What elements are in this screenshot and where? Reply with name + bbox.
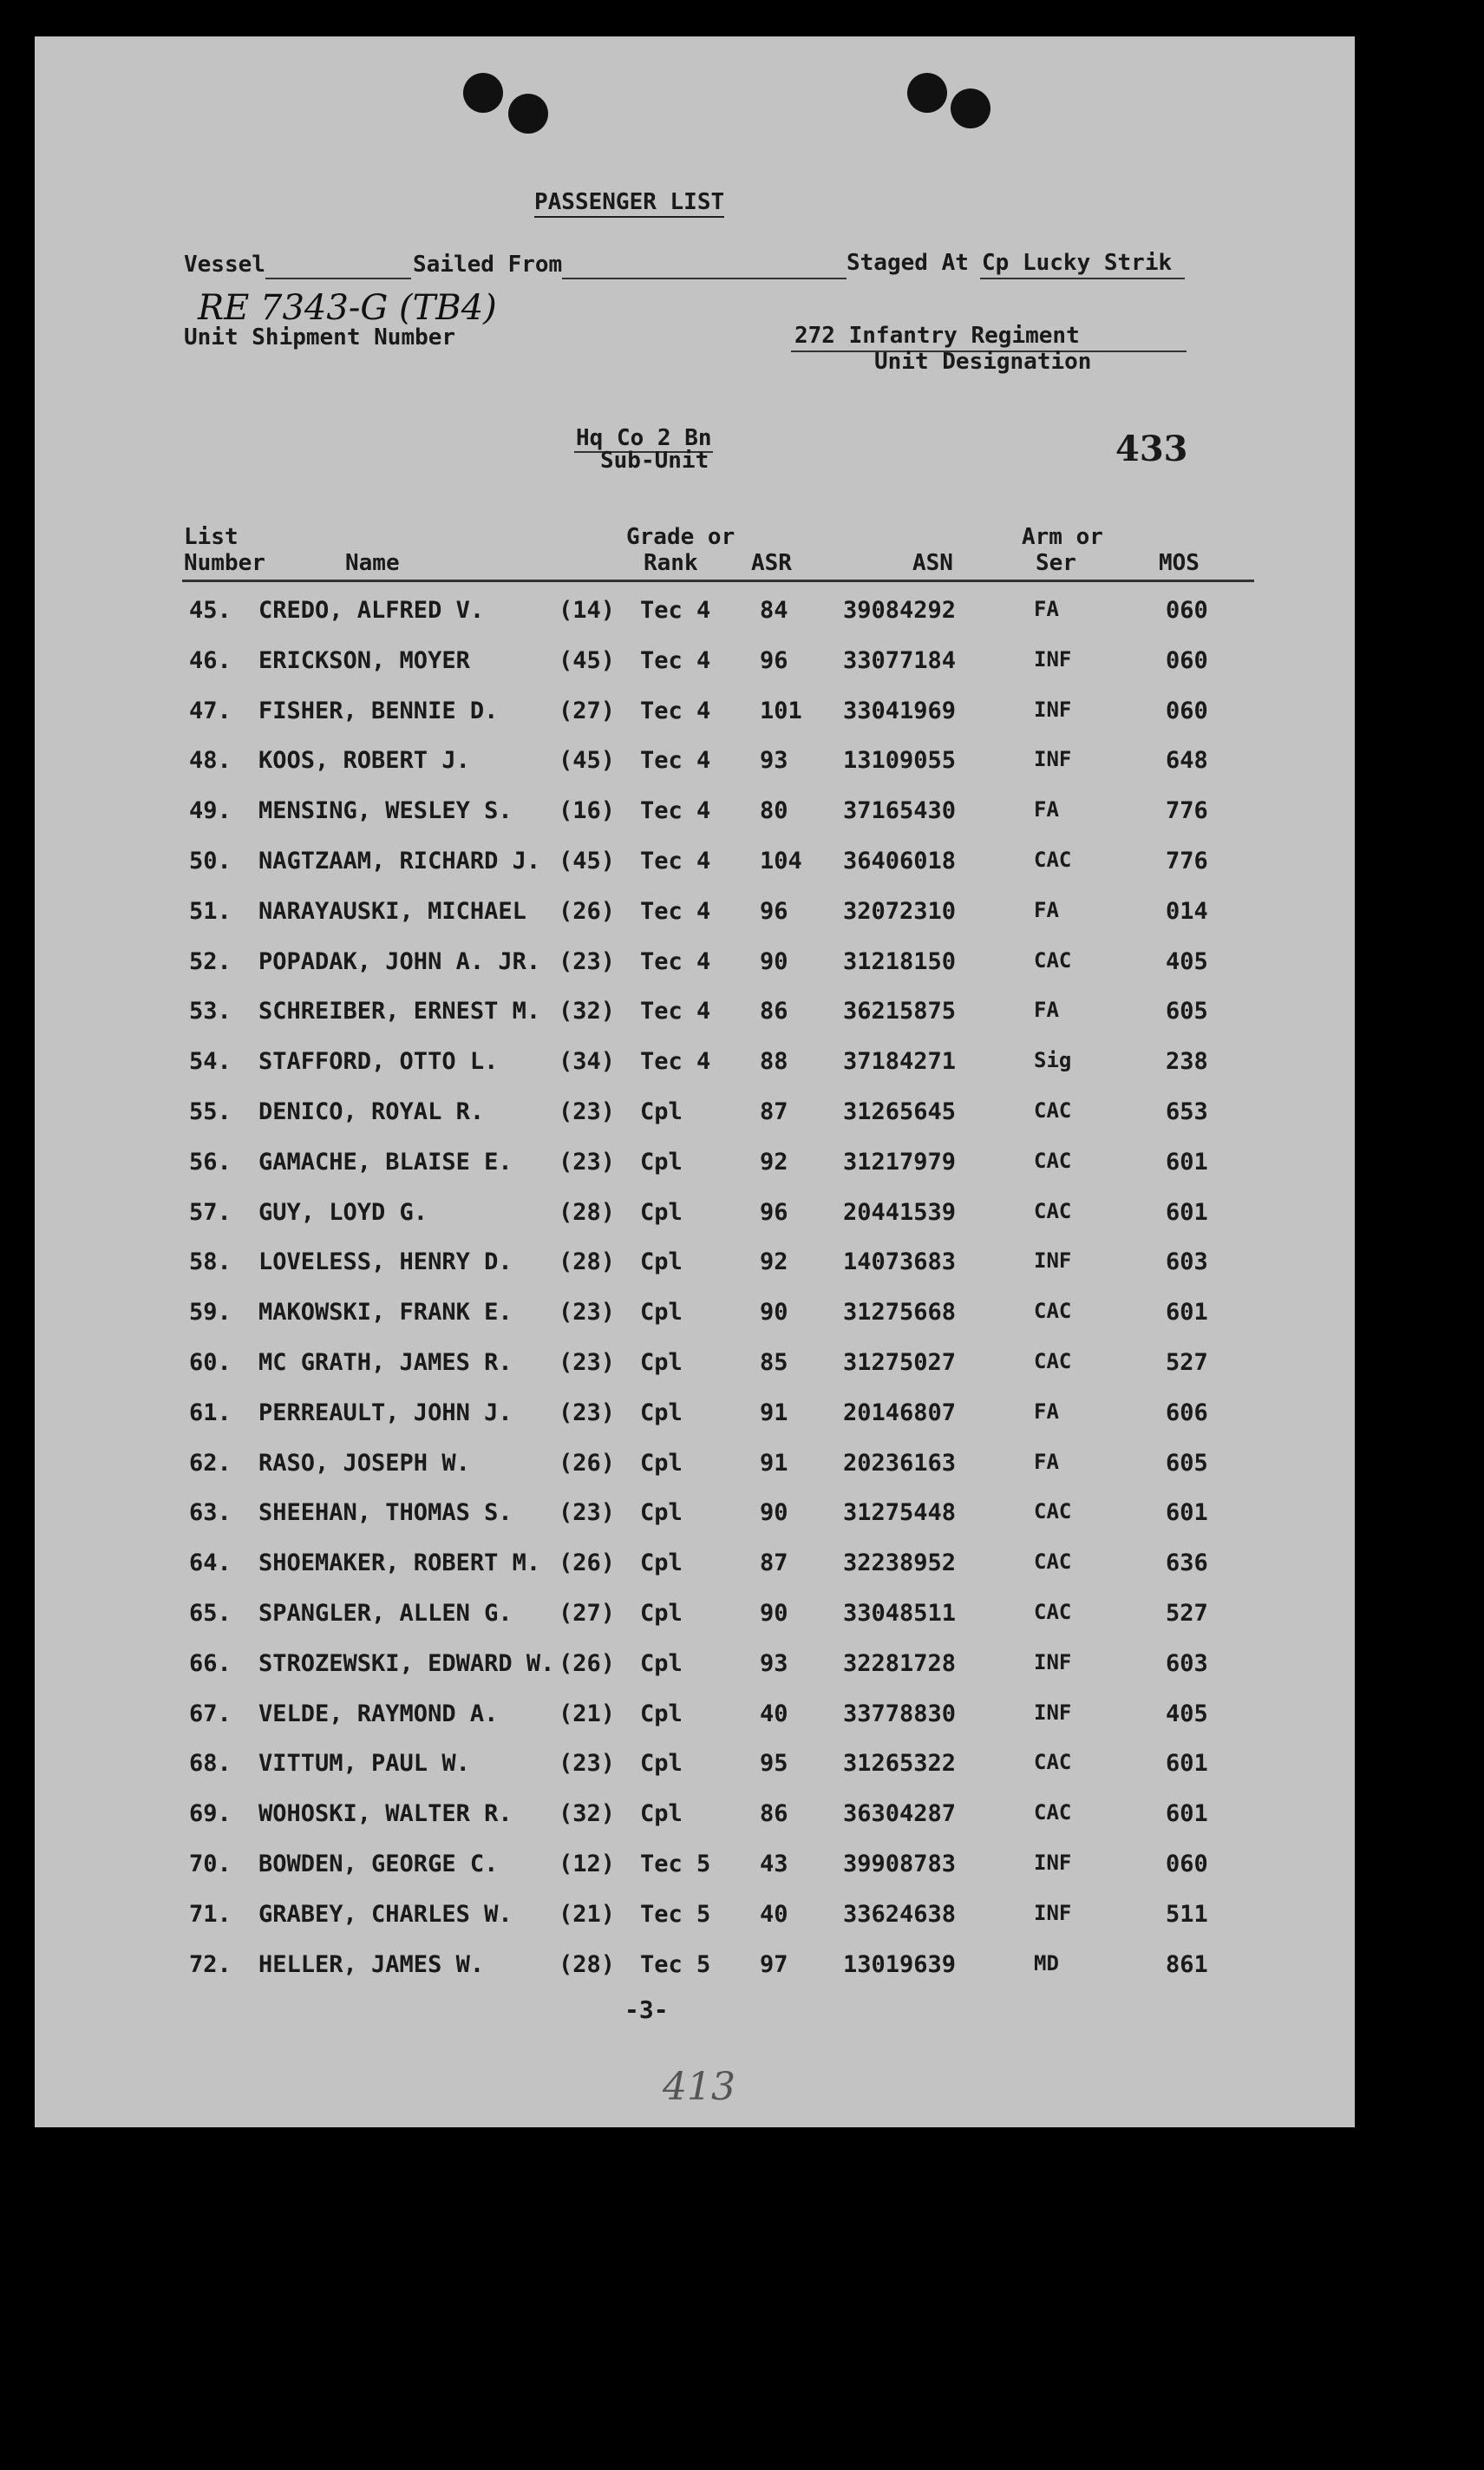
passenger-name: LOVELESS, HENRY D. [258, 1248, 513, 1276]
table-row [0, 1499, 1484, 1549]
asn: 36406018 [843, 848, 957, 875]
table-row [0, 1450, 1484, 1500]
arm-service: CAC [1034, 1299, 1072, 1324]
passenger-name: CREDO, ALFRED V. [258, 597, 485, 624]
col-name: Name [345, 550, 400, 576]
asr: 96 [760, 897, 788, 925]
grade: Cpl [640, 1248, 683, 1276]
asr: 90 [760, 1600, 788, 1627]
list-number: 71. [189, 1900, 232, 1928]
code: (45) [559, 848, 616, 875]
page-number: -3- [624, 1995, 669, 2024]
code: (26) [559, 1549, 616, 1577]
arm-service: INF [1034, 1700, 1072, 1725]
grade: Cpl [640, 1600, 683, 1627]
passenger-name: GRABEY, CHARLES W. [258, 1900, 513, 1928]
code: (27) [559, 1600, 616, 1627]
grade: Tec 5 [640, 1950, 711, 1978]
arm-service: CAC [1034, 1750, 1072, 1775]
grade: Cpl [640, 1449, 683, 1477]
shipment-number-label: Unit Shipment Number [184, 324, 456, 351]
mos: 776 [1166, 797, 1208, 825]
asn: 32072310 [843, 897, 957, 925]
passenger-name: STAFFORD, OTTO L. [258, 1048, 499, 1076]
grade: Cpl [640, 1299, 683, 1327]
list-number: 47. [189, 697, 232, 724]
arm-service: CAC [1034, 1148, 1072, 1173]
asn: 31265322 [843, 1750, 957, 1778]
mos: 605 [1166, 1449, 1208, 1477]
passenger-name: MENSING, WESLEY S. [258, 797, 513, 825]
mos: 636 [1166, 1549, 1208, 1577]
passenger-name: FISHER, BENNIE D. [258, 697, 499, 724]
table-row [0, 1399, 1484, 1450]
grade: Cpl [640, 1399, 683, 1426]
table-row [0, 747, 1484, 797]
asr: 88 [760, 1048, 788, 1076]
list-number: 60. [189, 1349, 232, 1376]
grade: Cpl [640, 1750, 683, 1778]
asr: 40 [760, 1900, 788, 1928]
asn: 20441539 [843, 1198, 957, 1226]
asn: 14073683 [843, 1248, 957, 1276]
asr: 101 [760, 697, 802, 724]
mos: 405 [1166, 1700, 1208, 1727]
table-row [0, 1800, 1484, 1851]
asr: 87 [760, 1098, 788, 1125]
table-row [0, 1149, 1484, 1199]
asn: 33041969 [843, 697, 957, 724]
grade: Cpl [640, 1198, 683, 1226]
table-row [0, 1851, 1484, 1901]
unit-designation-label: Unit Designation [874, 349, 1092, 375]
code: (28) [559, 1198, 616, 1226]
table-row [0, 848, 1484, 898]
table-row [0, 1951, 1484, 2002]
passenger-name: VITTUM, PAUL W. [258, 1750, 470, 1778]
asn: 32281728 [843, 1649, 957, 1677]
list-number: 56. [189, 1148, 232, 1176]
arm-service: INF [1034, 1851, 1072, 1875]
asr: 86 [760, 998, 788, 1025]
sub-unit-value: Hq Co 2 Bn [576, 425, 712, 451]
col-arm-line2: Ser [1036, 550, 1076, 576]
table-row [0, 1901, 1484, 1951]
arm-service: FA [1034, 897, 1059, 922]
mos: 238 [1166, 1048, 1208, 1076]
sailed-from-blank [562, 278, 847, 279]
mos: 601 [1166, 1198, 1208, 1226]
grade: Cpl [640, 1549, 683, 1577]
grade: Cpl [640, 1499, 683, 1527]
asn: 33077184 [843, 646, 957, 674]
passenger-name: ERICKSON, MOYER [258, 646, 470, 674]
code: (26) [559, 1449, 616, 1477]
asr: 92 [760, 1248, 788, 1276]
col-list-number-line2: Number [184, 550, 265, 576]
page-corner [1339, 36, 1355, 57]
code: (23) [559, 1399, 616, 1426]
grade: Cpl [640, 1649, 683, 1677]
mos: 653 [1166, 1098, 1208, 1125]
passenger-name: VELDE, RAYMOND A. [258, 1700, 499, 1727]
table-row [0, 1700, 1484, 1751]
asn: 13019639 [843, 1950, 957, 1978]
col-mos: MOS [1159, 550, 1200, 576]
arm-service: CAC [1034, 848, 1072, 872]
list-number: 61. [189, 1399, 232, 1426]
col-list-number-line1: List [184, 524, 239, 550]
arm-service: MD [1034, 1950, 1059, 1975]
grade: Tec 4 [640, 947, 711, 975]
col-grade-line2: Rank [644, 550, 698, 576]
arm-service: INF [1034, 747, 1072, 772]
passenger-name: POPADAK, JOHN A. JR. [258, 947, 541, 975]
grade: Cpl [640, 1349, 683, 1376]
list-number: 59. [189, 1299, 232, 1327]
code: (21) [559, 1700, 616, 1727]
mos: 060 [1166, 646, 1208, 674]
grade: Cpl [640, 1800, 683, 1828]
mos: 601 [1166, 1148, 1208, 1176]
asr: 93 [760, 1649, 788, 1677]
asr: 85 [760, 1349, 788, 1376]
staged-at-line [980, 278, 1185, 279]
asn: 36215875 [843, 998, 957, 1025]
mos: 405 [1166, 947, 1208, 975]
asn: 31275027 [843, 1349, 957, 1376]
passenger-name: GAMACHE, BLAISE E. [258, 1148, 513, 1176]
arm-service: CAC [1034, 947, 1072, 973]
grade: Cpl [640, 1098, 683, 1125]
list-number: 64. [189, 1549, 232, 1577]
asn: 32238952 [843, 1549, 957, 1577]
passenger-name: SHEEHAN, THOMAS S. [258, 1499, 513, 1527]
list-number: 65. [189, 1600, 232, 1627]
mos: 511 [1166, 1900, 1208, 1928]
col-arm-line1: Arm or [1022, 524, 1103, 550]
mos: 060 [1166, 597, 1208, 624]
mos: 776 [1166, 848, 1208, 875]
asr: 96 [760, 1198, 788, 1226]
table-row [0, 797, 1484, 848]
list-number: 72. [189, 1950, 232, 1978]
asn: 20236163 [843, 1449, 957, 1477]
grade: Tec 5 [640, 1900, 711, 1928]
table-row [0, 647, 1484, 698]
asr: 80 [760, 797, 788, 825]
grade: Tec 4 [640, 1048, 711, 1076]
table-row [0, 1549, 1484, 1600]
table-row [0, 1199, 1484, 1249]
asr: 93 [760, 747, 788, 775]
passenger-name: DENICO, ROYAL R. [258, 1098, 485, 1125]
table-row [0, 1600, 1484, 1650]
code: (26) [559, 1649, 616, 1677]
grade: Tec 4 [640, 897, 711, 925]
code: (28) [559, 1950, 616, 1978]
passenger-name: SPANGLER, ALLEN G. [258, 1600, 513, 1627]
arm-service: INF [1034, 697, 1072, 722]
asr: 95 [760, 1750, 788, 1778]
col-asr: ASR [751, 550, 792, 576]
code: (34) [559, 1048, 616, 1076]
arm-service: Sig [1034, 1048, 1072, 1073]
shipment-number-value: RE 7343-G (TB4) [198, 288, 497, 328]
mos: 605 [1166, 998, 1208, 1025]
list-number: 58. [189, 1248, 232, 1276]
code: (45) [559, 747, 616, 775]
punch-hole [463, 73, 503, 113]
mos: 601 [1166, 1800, 1208, 1828]
punch-hole [907, 73, 947, 113]
vessel-blank [265, 278, 411, 279]
asn: 36304287 [843, 1800, 957, 1828]
list-number: 63. [189, 1499, 232, 1527]
arm-service: CAC [1034, 1800, 1072, 1825]
list-number: 69. [189, 1800, 232, 1828]
asr: 43 [760, 1851, 788, 1877]
col-asn: ASN [912, 550, 953, 576]
sub-unit-label: Sub-Unit [600, 448, 709, 474]
grade: Cpl [640, 1148, 683, 1176]
asr: 87 [760, 1549, 788, 1577]
code: (16) [559, 797, 616, 825]
asr: 84 [760, 597, 788, 624]
list-number: 49. [189, 797, 232, 825]
asn: 39908783 [843, 1851, 957, 1877]
arm-service: INF [1034, 1900, 1072, 1925]
list-number: 57. [189, 1198, 232, 1226]
arm-service: CAC [1034, 1549, 1072, 1575]
asn: 31217979 [843, 1148, 957, 1176]
passenger-name: KOOS, ROBERT J. [258, 747, 470, 775]
mos: 014 [1166, 897, 1208, 925]
list-number: 51. [189, 897, 232, 925]
arm-service: CAC [1034, 1198, 1072, 1223]
table-row [0, 1299, 1484, 1349]
passenger-name: MAKOWSKI, FRANK E. [258, 1299, 513, 1327]
arm-service: FA [1034, 597, 1059, 621]
code: (45) [559, 646, 616, 674]
grade: Cpl [640, 1700, 683, 1727]
sailed-from-label: Sailed From [413, 252, 563, 278]
asn: 37165430 [843, 797, 957, 825]
arm-service: CAC [1034, 1349, 1072, 1373]
asr: 91 [760, 1449, 788, 1477]
list-number: 53. [189, 998, 232, 1025]
grade: Tec 5 [640, 1851, 711, 1877]
asr: 40 [760, 1700, 788, 1727]
list-number: 62. [189, 1449, 232, 1477]
asr: 90 [760, 1499, 788, 1527]
sheet-number: 433 [1115, 429, 1188, 469]
grade: Tec 4 [640, 848, 711, 875]
asn: 37184271 [843, 1048, 957, 1076]
asr: 91 [760, 1399, 788, 1426]
passenger-name: STROZEWSKI, EDWARD W. [258, 1649, 555, 1677]
code: (12) [559, 1851, 616, 1877]
code: (23) [559, 1349, 616, 1376]
list-number: 46. [189, 646, 232, 674]
code: (23) [559, 1098, 616, 1125]
arm-service: INF [1034, 1248, 1072, 1274]
asn: 31218150 [843, 947, 957, 975]
code: (32) [559, 1800, 616, 1828]
list-number: 55. [189, 1098, 232, 1125]
col-grade-line1: Grade or [626, 524, 735, 550]
code: (23) [559, 947, 616, 975]
asn: 33048511 [843, 1600, 957, 1627]
asn: 31265645 [843, 1098, 957, 1125]
mos: 601 [1166, 1750, 1208, 1778]
punch-hole [508, 94, 548, 134]
passenger-name: SHOEMAKER, ROBERT M. [258, 1549, 541, 1577]
table-row [0, 998, 1484, 1048]
mos: 527 [1166, 1600, 1208, 1627]
grade: Tec 4 [640, 797, 711, 825]
arm-service: FA [1034, 1399, 1059, 1424]
list-number: 67. [189, 1700, 232, 1727]
list-number: 45. [189, 597, 232, 624]
code: (26) [559, 897, 616, 925]
passenger-name: GUY, LOYD G. [258, 1198, 428, 1226]
code: (28) [559, 1248, 616, 1276]
code: (23) [559, 1148, 616, 1176]
asr: 97 [760, 1950, 788, 1978]
asn: 20146807 [843, 1399, 957, 1426]
mos: 861 [1166, 1950, 1208, 1978]
grade: Tec 4 [640, 998, 711, 1025]
mos: 601 [1166, 1499, 1208, 1527]
asr: 90 [760, 1299, 788, 1327]
asn: 33778830 [843, 1700, 957, 1727]
arm-service: CAC [1034, 1499, 1072, 1524]
table-row [0, 1098, 1484, 1149]
asr: 90 [760, 947, 788, 975]
arm-service: CAC [1034, 1600, 1072, 1624]
passenger-name: PERREAULT, JOHN J. [258, 1399, 513, 1426]
code: (32) [559, 998, 616, 1025]
passenger-name: BOWDEN, GEORGE C. [258, 1851, 499, 1877]
arm-service: INF [1034, 646, 1072, 672]
code: (21) [559, 1900, 616, 1928]
grade: Tec 4 [640, 747, 711, 775]
mos: 603 [1166, 1649, 1208, 1677]
arm-service: FA [1034, 797, 1059, 822]
unit-designation-value: 272 Infantry Regiment [794, 323, 1080, 349]
header-rule [182, 580, 1254, 582]
staged-at-value: Cp Lucky Strik [982, 250, 1173, 276]
passenger-name: NAGTZAAM, RICHARD J. [258, 848, 541, 875]
grade: Tec 4 [640, 697, 711, 724]
document-title: PASSENGER LIST [534, 189, 724, 218]
asn: 31275668 [843, 1299, 957, 1327]
table-row [0, 1650, 1484, 1700]
passenger-name: SCHREIBER, ERNEST M. [258, 998, 541, 1025]
mos: 060 [1166, 1851, 1208, 1877]
mos: 601 [1166, 1299, 1208, 1327]
arm-service: CAC [1034, 1098, 1072, 1123]
asr: 86 [760, 1800, 788, 1828]
code: (27) [559, 697, 616, 724]
asn: 31275448 [843, 1499, 957, 1527]
grade: Tec 4 [640, 597, 711, 624]
passenger-name: MC GRATH, JAMES R. [258, 1349, 513, 1376]
list-number: 66. [189, 1649, 232, 1677]
table-row [0, 1349, 1484, 1399]
grade: Tec 4 [640, 646, 711, 674]
table-row [0, 1248, 1484, 1299]
list-number: 70. [189, 1851, 232, 1877]
asr: 96 [760, 646, 788, 674]
arm-service: INF [1034, 1649, 1072, 1674]
vessel-label: Vessel [184, 252, 265, 278]
list-number: 54. [189, 1048, 232, 1076]
list-number: 50. [189, 848, 232, 875]
list-number: 48. [189, 747, 232, 775]
table-row [0, 898, 1484, 948]
arm-service: FA [1034, 1449, 1059, 1474]
code: (14) [559, 597, 616, 624]
arm-service: FA [1034, 998, 1059, 1023]
table-row [0, 698, 1484, 748]
table-row [0, 597, 1484, 647]
list-number: 68. [189, 1750, 232, 1778]
staged-at-label: Staged At [847, 250, 969, 276]
list-number: 52. [189, 947, 232, 975]
archive-stamp-number: 413 [663, 2065, 735, 2109]
asn: 13109055 [843, 747, 957, 775]
table-row [0, 1750, 1484, 1800]
mos: 527 [1166, 1349, 1208, 1376]
punch-hole [951, 88, 990, 128]
code: (23) [559, 1499, 616, 1527]
passenger-name: HELLER, JAMES W. [258, 1950, 485, 1978]
passenger-name: NARAYAUSKI, MICHAEL [258, 897, 526, 925]
code: (23) [559, 1299, 616, 1327]
mos: 060 [1166, 697, 1208, 724]
passenger-name: WOHOSKI, WALTER R. [258, 1800, 513, 1828]
mos: 603 [1166, 1248, 1208, 1276]
table-row [0, 1048, 1484, 1098]
asr: 92 [760, 1148, 788, 1176]
mos: 606 [1166, 1399, 1208, 1426]
table-row [0, 948, 1484, 999]
code: (23) [559, 1750, 616, 1778]
passenger-name: RASO, JOSEPH W. [258, 1449, 470, 1477]
asn: 39084292 [843, 597, 957, 624]
mos: 648 [1166, 747, 1208, 775]
asn: 33624638 [843, 1900, 957, 1928]
asr: 104 [760, 848, 802, 875]
